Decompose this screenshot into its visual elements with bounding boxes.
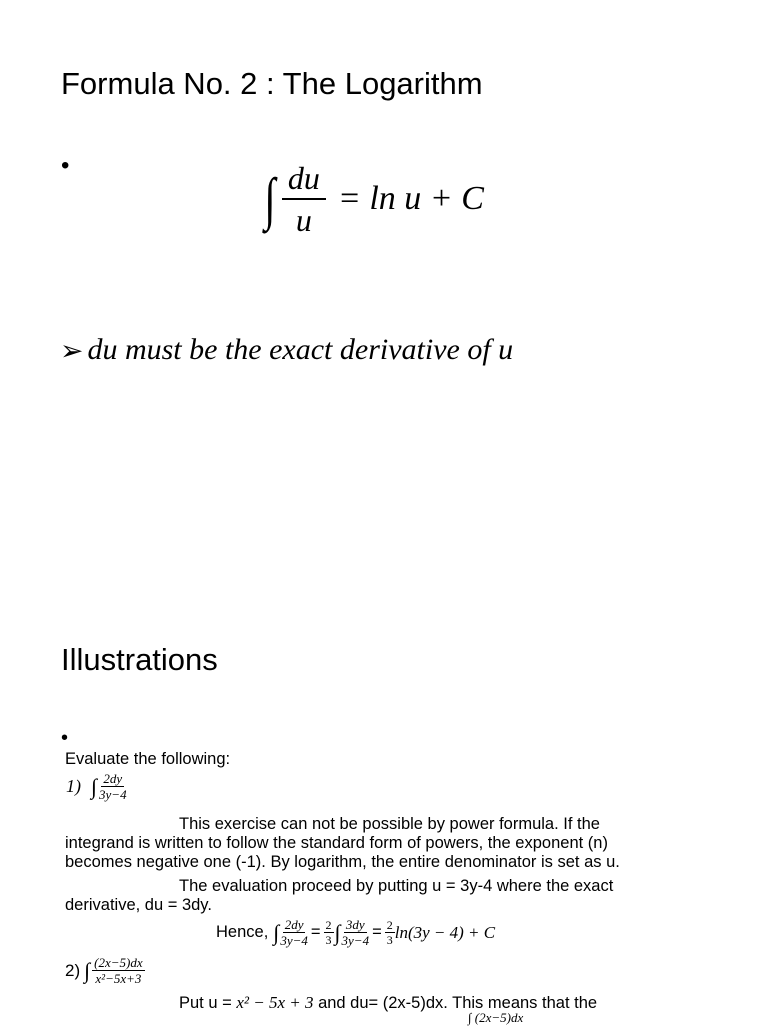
- fraction-numerator: (2x−5)dx: [94, 955, 143, 970]
- formula-denominator: u: [295, 202, 312, 238]
- explanation-paragraph-1: [65, 815, 715, 872]
- equals-sign: =: [310, 923, 321, 941]
- exercise-2: [65, 956, 145, 985]
- paragraph-line: integrand is written to follow the standard form of powers, the exponent (n): [65, 834, 608, 852]
- hence-result: ln(3y − 4) + C: [394, 922, 496, 942]
- fraction-denominator: 3: [386, 933, 393, 947]
- paragraph-line: becomes negative one (-1). By logarithm, the entire denominator is set as u.: [65, 853, 620, 871]
- fraction-denominator: 3y−4: [341, 933, 370, 948]
- exercise-2-label: 2): [65, 960, 81, 980]
- hence-fraction-1: [280, 918, 308, 947]
- integral-sign: ∫: [91, 773, 98, 799]
- fraction-denominator: 3: [325, 933, 332, 947]
- fraction-numerator: 2: [325, 918, 332, 932]
- fraction-numerator: 3dy: [345, 917, 365, 932]
- exercise-1-fraction: [99, 772, 127, 801]
- exercise-1: [66, 772, 127, 801]
- section-title: Illustrations: [61, 642, 218, 677]
- fraction-denominator: 3y−4: [280, 933, 308, 948]
- slide-title: Formula No. 2 : The Logarithm: [61, 66, 483, 101]
- fraction-denominator: x²−5x+3: [95, 971, 142, 986]
- arrow-bullet-icon: ➢: [60, 334, 84, 366]
- bullet-point: •: [61, 152, 70, 179]
- logarithm-formula: [262, 154, 484, 244]
- formula-numerator: du: [282, 162, 326, 200]
- coefficient-fraction: [324, 919, 334, 946]
- fraction-numerator: 2dy: [284, 917, 304, 932]
- paragraph-text: and du= (2x-5)dx. This means that the: [313, 994, 598, 1012]
- paragraph-text: Put u =: [179, 994, 237, 1012]
- equals-sign: =: [372, 923, 382, 941]
- integral-sign: ∫: [334, 919, 341, 945]
- paragraph-line: This exercise can not be possible by power formula. If the: [179, 815, 600, 833]
- coefficient-fraction: [385, 919, 395, 946]
- formula-rhs: = ln u + C: [337, 180, 484, 217]
- inline-math: x² − 5x + 3: [236, 993, 314, 1012]
- hence-label: Hence,: [216, 923, 269, 941]
- fraction-numerator: 2: [386, 918, 393, 932]
- bullet-point: •: [61, 727, 69, 749]
- paragraph-line: The evaluation proceed by putting u = 3y-4 where the exact: [179, 877, 614, 895]
- exercise-1-label: 1): [66, 776, 81, 796]
- cutoff-integral: ∫ (2x−5)dx: [468, 1010, 524, 1025]
- note-text: du must be the exact derivative of u: [87, 333, 514, 366]
- integral-sign: ∫: [84, 957, 91, 983]
- fraction-numerator: 2dy: [103, 771, 123, 786]
- hence-fraction-2: [342, 918, 370, 947]
- hence-equation: [216, 918, 495, 947]
- exercise-2-fraction: [92, 956, 144, 985]
- formula-note: [60, 333, 513, 367]
- explanation-paragraph-2: [65, 877, 715, 915]
- integral-sign: ∫: [273, 919, 280, 945]
- paragraph-line: derivative, du = 3dy.: [65, 896, 212, 914]
- explanation-paragraph-3: [65, 993, 715, 1013]
- evaluate-heading: Evaluate the following:: [65, 750, 231, 768]
- formula-fraction: [282, 162, 326, 236]
- fraction-denominator: 3y−4: [99, 787, 127, 802]
- integral-sign: ∫: [264, 166, 276, 231]
